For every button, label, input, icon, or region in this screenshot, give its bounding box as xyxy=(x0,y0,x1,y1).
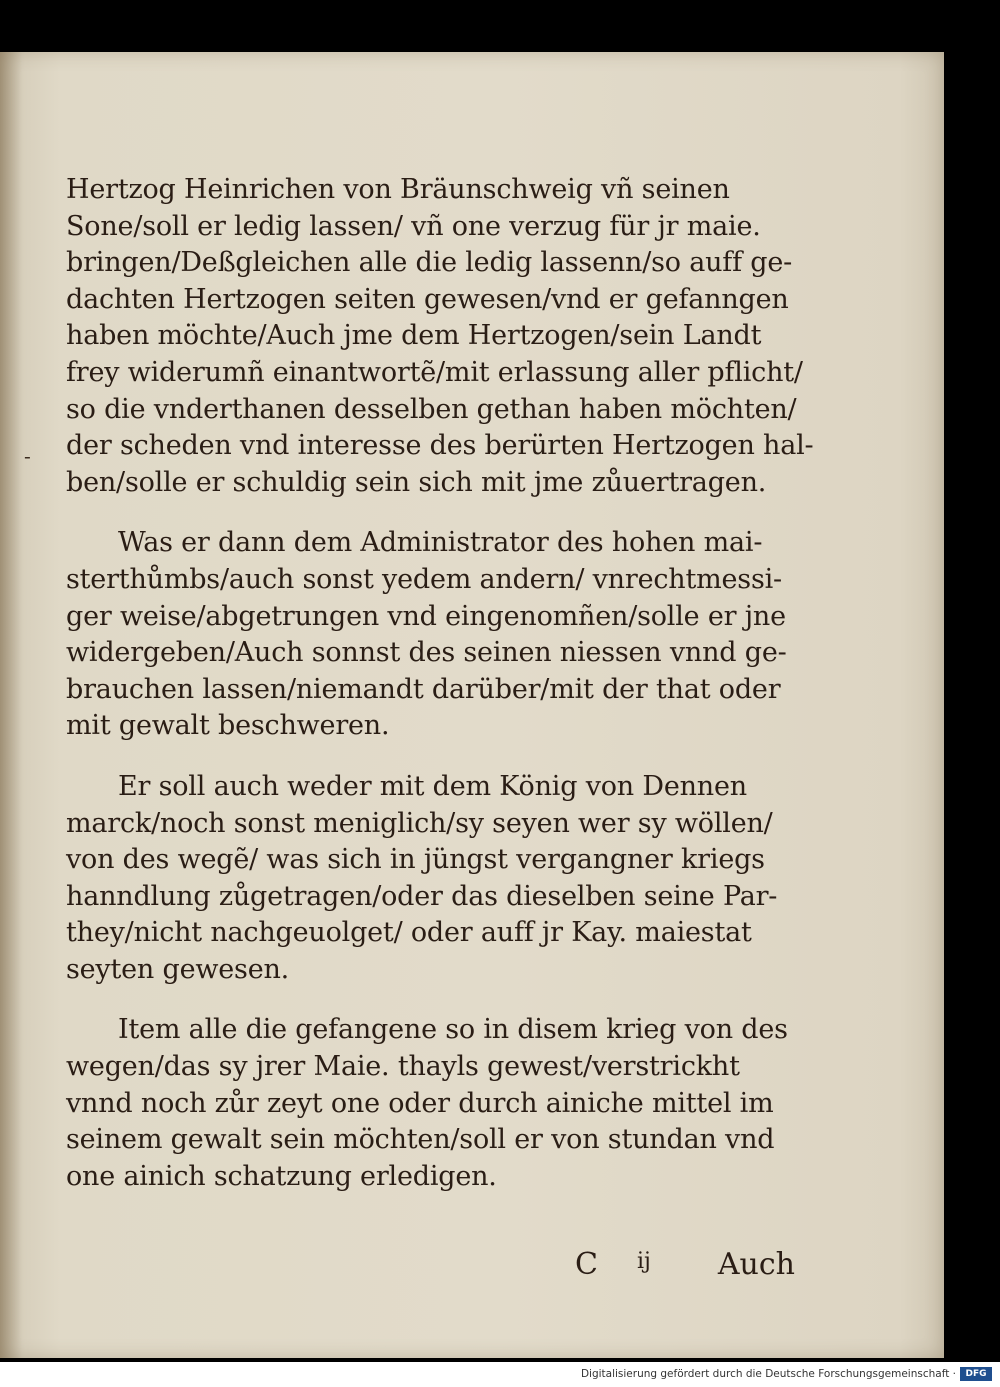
signature-line xyxy=(575,1247,795,1287)
text-line: frey widerumñ einantwortẽ/mit erlassung aller pflicht/ xyxy=(66,356,803,388)
text-line: Hertzog Heinrichen von Bräunschweig vñ seinen xyxy=(66,174,730,205)
footer-bar xyxy=(0,1362,1000,1387)
paragraph xyxy=(66,1012,796,1195)
text-line: Was er dann dem Administrator des hohen mai- xyxy=(118,527,763,559)
text-block xyxy=(66,172,814,1195)
text-line: bringen/Deßgleichen alle die ledig lassenn/so auff ge- xyxy=(66,247,793,279)
text-line: haben möchte/Auch jme dem Hertzogen/sein Landt xyxy=(66,320,762,352)
text-line: hanndlung zůgetragen/oder das dieselben seine Par- xyxy=(66,880,778,912)
dfg-logo: DFG xyxy=(960,1367,992,1381)
text-line: wegen/das sy jrer Maie. thayls gewest/verstrickht xyxy=(66,1051,740,1083)
text-line: seyten gewesen. xyxy=(66,953,290,985)
text-line: they/nicht nachgeuolget/ oder auff jr Kay. maiestat xyxy=(66,917,752,949)
text-line: Er soll auch weder mit dem König von Dennen xyxy=(118,770,747,802)
text-line: vnnd noch zůr zeyt one oder durch ainiche mittel im xyxy=(66,1087,774,1119)
text-line: von des wegẽ/ was sich in jüngst vergangner kriegs xyxy=(66,844,765,876)
footer-credit: Digitalisierung gefördert durch die Deutsche Forschungsgemeinschaft · xyxy=(580,1368,956,1380)
page xyxy=(0,52,944,1358)
text-line: seinem gewalt sein möchten/soll er von stundan vnd xyxy=(66,1124,775,1156)
paragraph xyxy=(66,769,796,989)
text-line: widergeben/Auch sonnst des seinen niessen vnnd ge- xyxy=(66,637,787,669)
catchword: Auch xyxy=(717,1247,795,1282)
signature-letter: C xyxy=(575,1247,598,1282)
paragraph xyxy=(66,525,796,745)
text-line: Sone/soll er ledig lassen/ vñ one verzug für jr maie. xyxy=(66,210,761,242)
text-line: dachten Hertzogen seiten gewesen/vnd er gefanngen xyxy=(66,283,789,315)
margin-mark: - xyxy=(24,444,31,468)
text-line: der scheden vnd interesse des berürten Hertzogen hal- xyxy=(66,430,814,462)
paragraph xyxy=(66,172,814,501)
text-line: brauchen lassen/niemandt darüber/mit der that oder xyxy=(66,673,781,705)
text-line: so die vnderthanen desselben gethan haben möchten/ xyxy=(66,393,797,425)
text-line: marck/noch sonst meniglich/sy seyen wer sy wöllen/ xyxy=(66,807,773,839)
text-line: ger weise/abgetrungen vnd eingenomñen/solle er jne xyxy=(66,600,786,632)
text-line: Item alle die gefangene so in disem krieg von des xyxy=(118,1014,788,1046)
text-line: one ainich schatzung erledigen. xyxy=(66,1160,497,1192)
text-line: ben/solle er schuldig sein sich mit jme zůuertragen. xyxy=(66,466,767,498)
folio-number: ij xyxy=(637,1249,651,1274)
text-line: mit gewalt beschweren. xyxy=(66,710,390,742)
text-line: sterthůmbs/auch sonst yedem andern/ vnrechtmessi- xyxy=(66,563,782,595)
